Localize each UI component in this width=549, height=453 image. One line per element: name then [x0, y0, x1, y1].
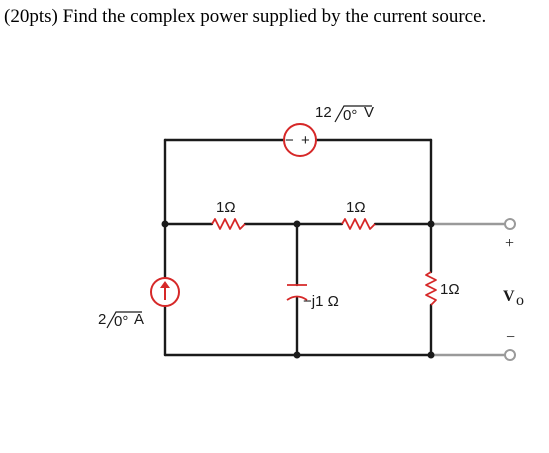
- voltage-source-minus: −: [285, 132, 294, 149]
- node-left: [162, 221, 169, 228]
- output-label: V: [503, 288, 515, 305]
- current-source-label: [98, 311, 144, 330]
- voltage-source-unit: V: [364, 104, 375, 121]
- resistor-right-label: 1Ω: [346, 199, 366, 216]
- output-plus: +: [505, 235, 515, 252]
- resistor-load: [426, 272, 436, 305]
- node-middle: [294, 221, 301, 228]
- output-terminal-bottom: [505, 350, 515, 360]
- output-subscript: o: [516, 292, 524, 309]
- output-minus: −: [506, 329, 516, 346]
- node-right: [428, 221, 435, 228]
- output-terminal-top: [505, 219, 515, 229]
- resistor-left-label: 1Ω: [216, 199, 236, 216]
- question-text: (20pts) Find the complex power supplied by the current source.: [4, 6, 487, 27]
- voltage-source-plus: +: [301, 132, 310, 149]
- voltage-source-angle: 0°: [343, 107, 358, 124]
- node-bottom-right: [428, 352, 435, 359]
- current-source-angle: 0°: [114, 313, 129, 330]
- voltage-source: [284, 124, 316, 156]
- current-source: [151, 278, 179, 306]
- current-source-value: 2: [98, 311, 107, 328]
- resistor-load-label: 1Ω: [440, 281, 460, 298]
- resistor-left: [212, 219, 245, 229]
- voltage-source-value: 12: [315, 104, 332, 121]
- voltage-source-label: [315, 104, 374, 124]
- capacitor-label: −j1 Ω: [303, 293, 339, 310]
- resistor-right: [342, 219, 375, 229]
- current-source-unit: A: [134, 311, 145, 328]
- node-bottom-middle: [294, 352, 301, 359]
